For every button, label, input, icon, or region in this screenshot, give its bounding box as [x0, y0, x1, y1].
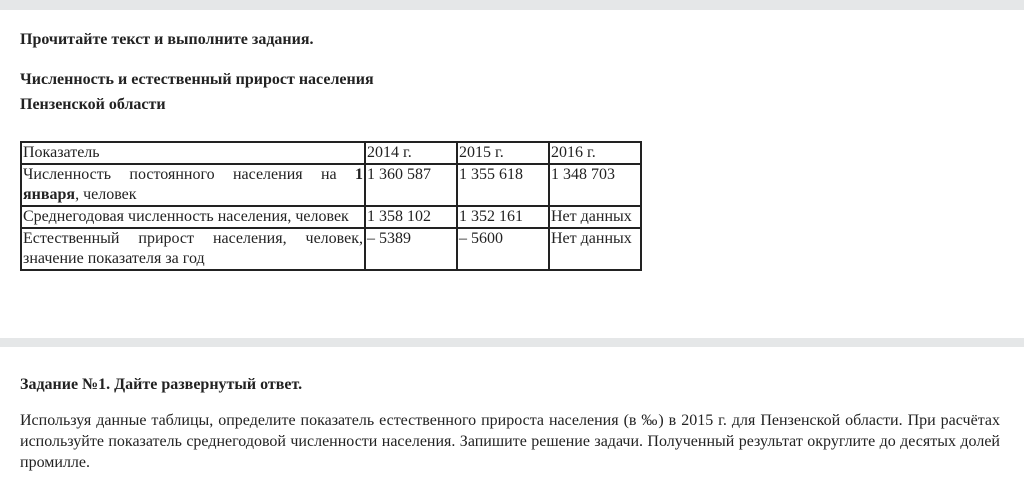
table-title-line-1: Численность и естественный прирост населения — [20, 71, 374, 88]
table-cell: 1 348 703 — [549, 164, 641, 206]
table-header-row — [21, 142, 641, 164]
row-label-suffix: , человек — [75, 186, 137, 203]
header-year-2016: 2016 г. — [549, 142, 641, 164]
row-label-average-population: Среднегодовая численность населения, человек — [21, 206, 365, 228]
header-year-2014: 2014 г. — [365, 142, 457, 164]
header-year-2015: 2015 г. — [457, 142, 549, 164]
table-cell: 1 352 161 — [457, 206, 549, 228]
header-indicator: Показатель — [21, 142, 365, 164]
table-title — [20, 67, 374, 117]
section-divider-band — [0, 338, 1024, 347]
text-section — [0, 10, 1024, 338]
table-cell: Нет данных — [549, 206, 641, 228]
table-cell: 1 360 587 — [365, 164, 457, 206]
row-label-bold: 1 января — [23, 166, 363, 203]
row-label-natural-growth: Естественный прирост населения, человек, значение показателя за год — [21, 228, 365, 270]
table-title-line-2: Пензенской области — [20, 96, 166, 113]
instruction-text: Прочитайте текст и выполните задания. — [20, 31, 314, 48]
table-row — [21, 206, 641, 228]
table-cell: Нет данных — [549, 228, 641, 270]
task-text: Используя данные таблицы, определите показатель естественного прироста населения (в ‰) в 2015 г. для Пензенской области. При расчётах используйте показатель среднегодовой численности населения. Запишите решение задачи. Полученный результат округлите до десятых долей промилле. — [20, 412, 1000, 471]
population-table — [20, 141, 642, 271]
top-band — [0, 0, 1024, 10]
table-cell: 1 355 618 — [457, 164, 549, 206]
row-label-text: Численность постоянного населения на — [23, 166, 355, 183]
table-cell: – 5600 — [457, 228, 549, 270]
table-cell: – 5389 — [365, 228, 457, 270]
task-heading: Задание №1. Дайте развернутый ответ. — [20, 376, 303, 393]
row-label-permanent-population — [21, 164, 365, 206]
table-row — [21, 164, 641, 206]
table-row — [21, 228, 641, 270]
table-cell: 1 358 102 — [365, 206, 457, 228]
